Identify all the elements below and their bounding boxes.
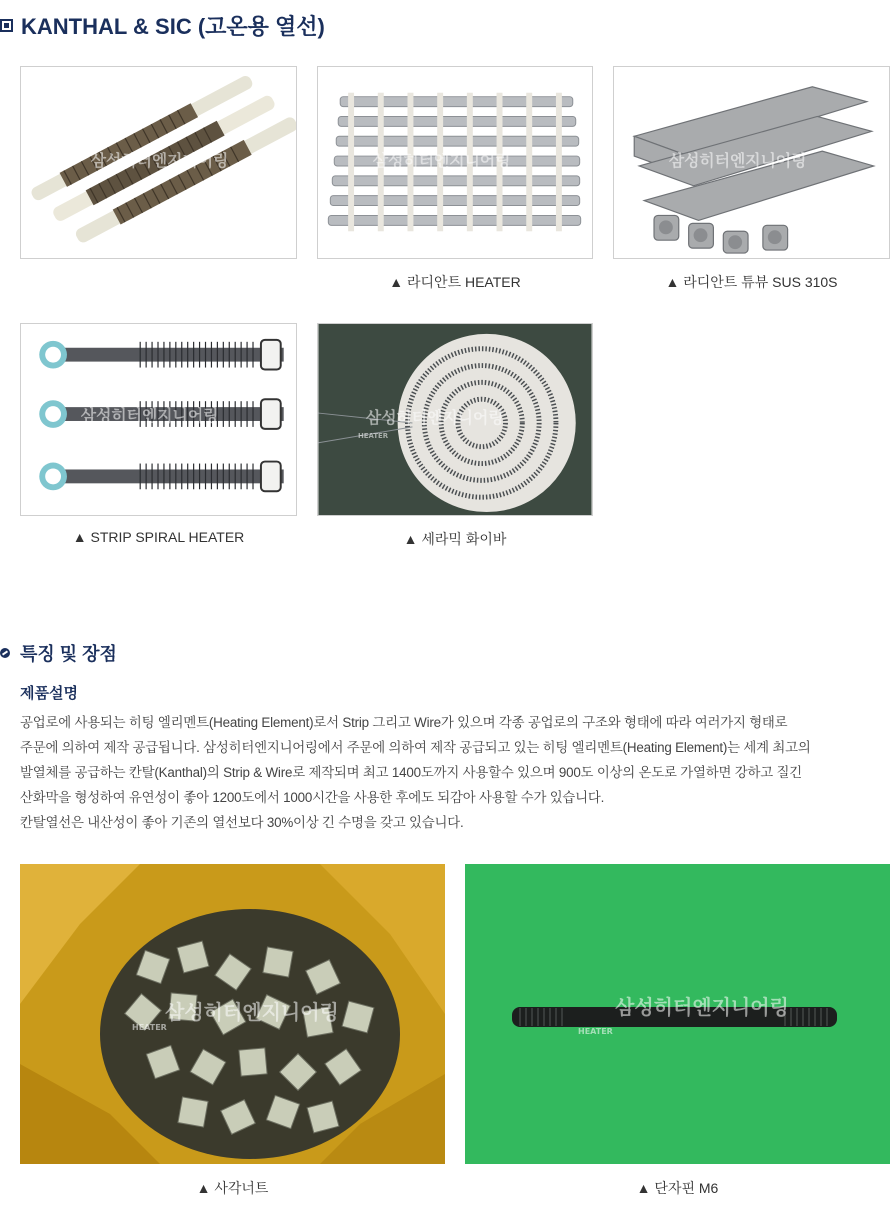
caption-strip-spiral-heater: ▲ STRIP SPIRAL HEATER — [72, 529, 245, 545]
section-title-kanthal — [0, 10, 325, 41]
radiant-heater-image[interactable] — [317, 66, 593, 259]
section-title-features — [0, 640, 117, 666]
watermark-sub-text: HEATER — [358, 431, 389, 440]
watermark-sub-text: HEATER — [132, 1023, 167, 1032]
watermark-text: 삼성히터엔지니어링 — [372, 150, 511, 170]
watermark-text: 삼성히터엔지니어링 — [365, 407, 504, 427]
watermark-text: 삼성히터엔지니어링 — [668, 150, 807, 170]
caption-terminal-pin: ▲ 단자핀 M6 — [636, 1180, 719, 1196]
description-line: 발열체를 공급하는 칸탈(Kanthal)의 Strip & Wire로 제작되며 최고 1400도까지 사용할수 있으며 900도 이상의 온도로 가열하면 강하고 질긴 — [20, 765, 802, 780]
caption-ceramic-fiber: ▲ 세라믹 화이바 — [403, 531, 507, 547]
caption-radiant-tube: ▲ 라디안트 튜뷰 SUS 310S — [665, 274, 838, 290]
watermark-sub-text: HEATER — [578, 1027, 613, 1036]
caption-radiant-heater: ▲ 라디안트 HEATER — [389, 274, 521, 290]
bullet-icon — [0, 648, 10, 658]
description-line: 주문에 의하여 제작 공급됩니다. 삼성히터엔지니어링에서 주문에 의하여 제작 공급되고 있는 히팅 엘리멘트(Heating Element)는 세계 최고의 — [20, 740, 811, 755]
section-title-text: 특징 및 장점 — [20, 644, 117, 664]
product-description — [20, 710, 882, 835]
product-description-heading: 제품설명 — [20, 685, 78, 702]
description-line: 칸탈열선은 내산성이 좋아 기존의 열선보다 30%이상 긴 수명을 갖고 있습니다. — [20, 815, 464, 830]
caption-square-nut: ▲ 사각너트 — [196, 1180, 269, 1196]
heater-rods-image[interactable] — [20, 66, 297, 259]
radiant-tube-image[interactable] — [613, 66, 890, 259]
watermark-text: 삼성히터엔지니어링 — [80, 405, 219, 425]
watermark-text: 삼성히터엔지니어링 — [165, 1000, 339, 1024]
watermark-text: 삼성히터엔지니어링 — [615, 995, 789, 1019]
ceramic-fiber-image[interactable] — [317, 323, 593, 516]
description-line: 공업로에 사용되는 히팅 엘리멘트(Heating Element)로서 Strip 그리고 Wire가 있으며 각종 공업로의 구조와 형태에 따라 여러가지 형태로 — [20, 715, 788, 730]
watermark-text: 삼성히터엔지니어링 — [90, 150, 229, 170]
terminal-pin-image[interactable] — [465, 864, 890, 1164]
square-nut-image[interactable] — [20, 864, 445, 1164]
description-line: 산화막을 형성하여 유연성이 좋아 1200도에서 1000시간을 사용한 후에도 되감아 사용할 수가 있습니다. — [20, 790, 605, 805]
square-bullet-icon — [0, 19, 13, 32]
strip-spiral-heater-image[interactable] — [20, 323, 297, 516]
section-title-text: KANTHAL & SIC (고온용 열선) — [21, 14, 325, 39]
